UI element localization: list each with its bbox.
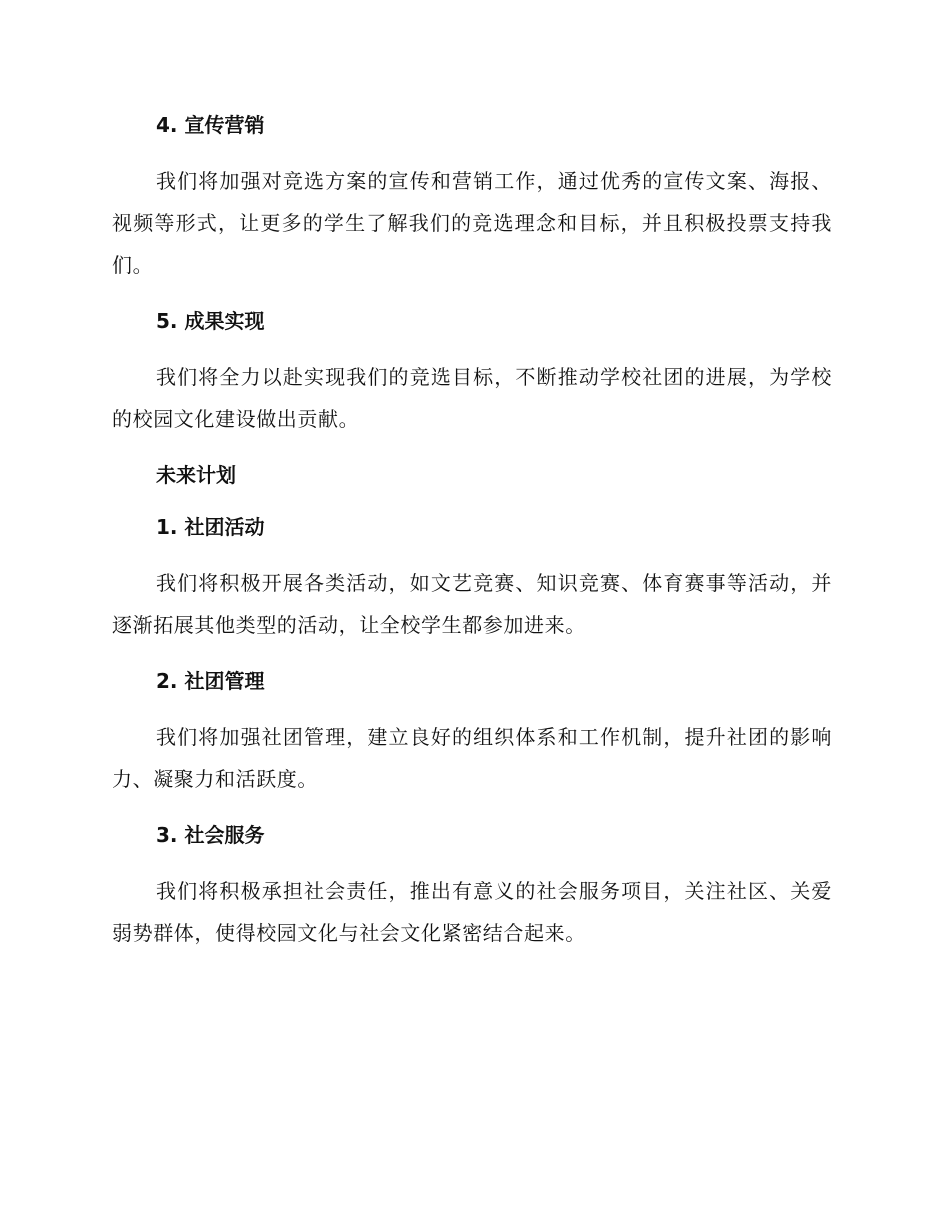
section-body-publicity: 我们将加强对竞选方案的宣传和营销工作，通过优秀的宣传文案、海报、视频等形式，让更多的学生了解我们的竞选理念和目标，并且积极投票支持我们。	[112, 169, 832, 277]
section-body-club-management: 我们将加强社团管理，建立良好的组织体系和工作机制，提升社团的影响力、凝聚力和活跃度。	[112, 725, 832, 791]
section-heading-publicity: 4. 宣传营销	[156, 113, 265, 137]
section-heading-club-activities: 1. 社团活动	[156, 515, 265, 539]
section-body-club-activities: 我们将积极开展各类活动，如文艺竞赛、知识竞赛、体育赛事等活动，并逐渐拓展其他类型的活动，让全校学生都参加进来。	[112, 571, 832, 637]
section-heading-results: 5. 成果实现	[156, 309, 265, 333]
section-body-results: 我们将全力以赴实现我们的竞选目标，不断推动学校社团的进展，为学校的校园文化建设做出贡献。	[112, 365, 832, 431]
section-heading-social-service: 3. 社会服务	[156, 823, 265, 847]
section-heading-future-plan: 未来计划	[156, 463, 236, 487]
section-body-social-service: 我们将积极承担社会责任，推出有意义的社会服务项目，关注社区、关爱弱势群体，使得校园文化与社会文化紧密结合起来。	[112, 879, 832, 945]
section-heading-club-management: 2. 社团管理	[156, 669, 265, 693]
document-content	[112, 108, 832, 972]
